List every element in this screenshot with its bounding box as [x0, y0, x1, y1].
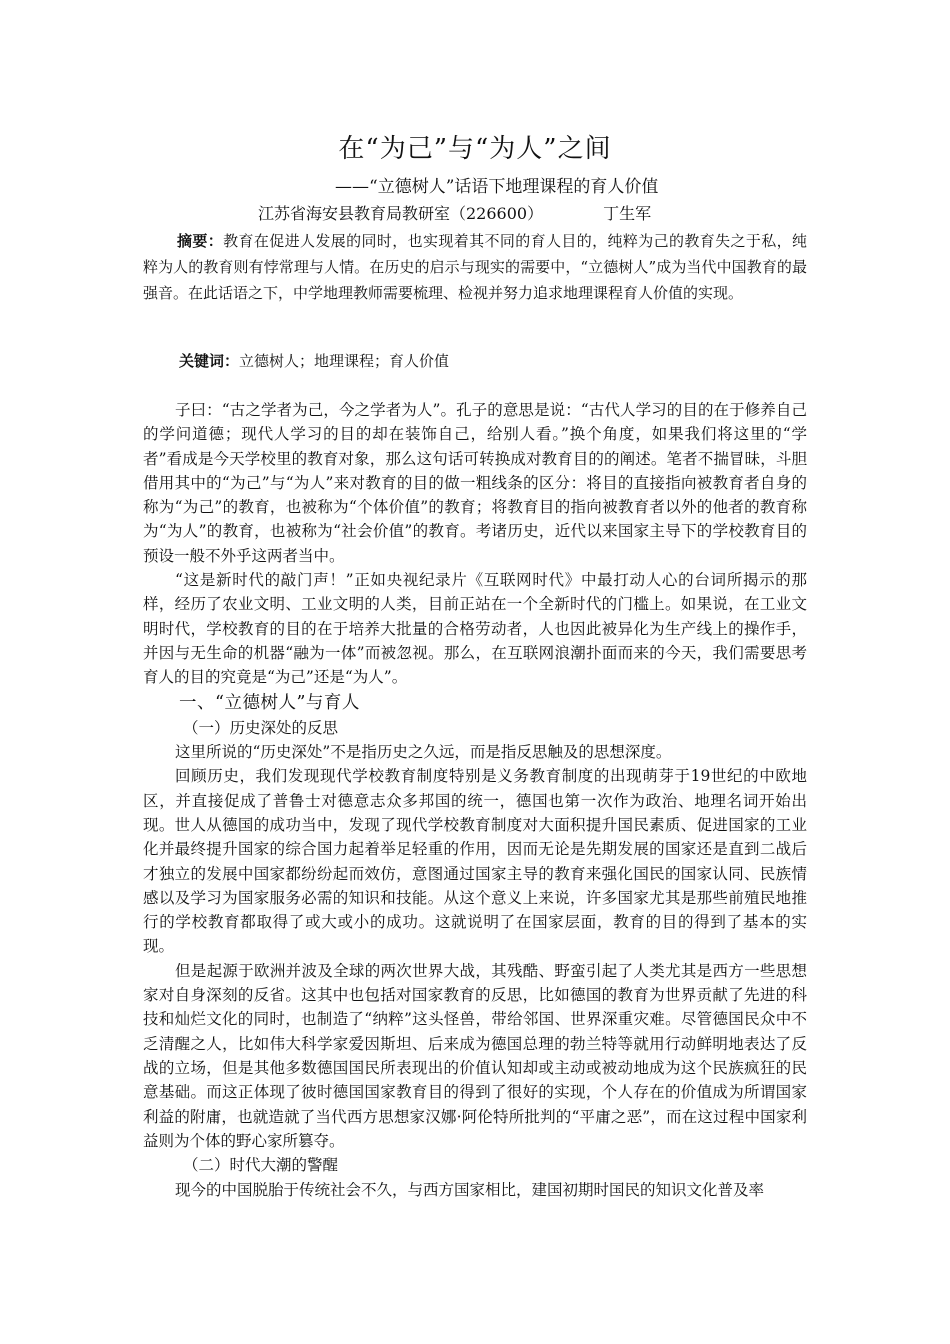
- paragraph: 子曰：“古之学者为己，今之学者为人”。孔子的意思是说：“古代人学习的目的在于修养自己的学问道德；现代人学习的目的却在装饰自己，给别人看。”换个角度，如果我们将这里的“学者”看成是今天学校里的教育对象，那么这句话可转换成对教育目的的阐述。笔者不揣冒昧，斗胆借用其中的“为己”与“为人”来对教育的目的做一粗线条的区分：将目的直接指向被教育者自身的称为“为己”的教育，也被称为“个体价值”的教育；将教育目的指向被教育者以外的他者的教育称为“为人”的教育，也被称为“社会价值”的教育。考诸历史，近代以来国家主导下的学校教育目的预设一般不外乎这两者当中。: [143, 401, 807, 565]
- keywords-text: 立德树人；地理课程；育人价值: [239, 352, 450, 370]
- abstract: [143, 228, 807, 306]
- abstract-label: 摘要：: [177, 232, 224, 250]
- abstract-text: 教育在促进人发展的同时，也实现着其不同的育人目的，纯粹为己的教育失之于私，纯粹为人的教育则有悖常理与人情。在历史的启示与现实的需要中，“立德树人”成为当代中国教育的最强音。在此话语之下，中学地理教师需要梳理、检视并努力追求地理课程育人价值的实现。: [143, 232, 807, 302]
- author-line: [258, 204, 651, 224]
- paragraph: 这里所说的“历史深处”不是指历史之久远，而是指反思触及的思想深度。: [175, 743, 672, 762]
- paper-subtitle: ——“立德树人”话语下地理课程的育人价值: [335, 177, 659, 197]
- subsection-heading: （一）历史深处的反思: [183, 718, 339, 737]
- body-text: [143, 398, 807, 1202]
- paragraph: “这是新时代的敲门声！”正如央视纪录片《互联网时代》中最打动人心的台词所揭示的那样，经历了农业文明、工业文明的人类，目前正站在一个全新时代的门槛上。如果说，在工业文明时代，学校教育的目的在于培养大批量的合格劳动者，人也因此被异化为生产线上的操作手，并因与无生命的机器“融为一体”而被忽视。那么，在互联网浪潮扑面而来的今天，我们需要思考育人的目的究竟是“为己”还是“为人”。: [143, 571, 807, 687]
- section-heading: 一、“立德树人”与育人: [179, 692, 360, 713]
- author-name: 丁生军: [603, 204, 652, 223]
- paragraph: 但是起源于欧洲并波及全球的两次世界大战，其残酷、野蛮引起了人类尤其是西方一些思想家对自身深刻的反省。这其中也包括对国家教育的反思，比如德国的教育为世界贡献了先进的科技和灿烂文化的同时，也制造了“纳粹”这头怪兽，带给邻国、世界深重灾难。尽管德国民众中不乏清醒之人，比如伟大科学家爱因斯坦、后来成为德国总理的勃兰特等就用行动鲜明地表达了反战的立场，但是其他多数德国国民所表现出的价值认知却或主动或被动地成为这个民族疯狂的民意基础。而这正体现了彼时德国国家教育目的得到了很好的实现，个人存在的价值成为所谓国家利益的附庸，也就造就了当代西方思想家汉娜·阿伦特所批判的“平庸之恶”，而在这过程中国家利益则为个体的野心家所篡夺。: [143, 961, 807, 1150]
- keywords-label: 关键词：: [179, 352, 240, 370]
- subsection-heading: （二）时代大潮的警醒: [183, 1156, 339, 1175]
- paper-title: 在“为己”与“为人”之间: [338, 134, 612, 164]
- paragraph: 回顾历史，我们发现现代学校教育制度特别是义务教育制度的出现萌芽于19世纪的中欧地区，并直接促成了普鲁士对德意志众多邦国的统一，德国也第一次作为政治、地理名词开始出现。世人从德国的成功当中，发现了现代学校教育制度对大面积提升国民素质、促进国家的工业化并最终提升国家的综合国力起着举足轻重的作用，因而无论是先期发展的国家还是直到二战后才独立的发展中国家都纷纷起而效仿，意图通过国家主导的教育来强化国民的国家认同、民族情感以及学习为国家服务必需的知识和技能。从这个意义上来说，许多国家尤其是那些前殖民地推行的学校教育都取得了或大或小的成功。这就说明了在国家层面，教育的目的得到了基本的实现。: [143, 767, 807, 956]
- keywords: [179, 350, 449, 372]
- paragraph: 现今的中国脱胎于传统社会不久，与西方国家相比，建国初期时国民的知识文化普及率: [175, 1180, 765, 1199]
- author-affiliation: 江苏省海安县教育局教研室（226600）: [258, 204, 544, 223]
